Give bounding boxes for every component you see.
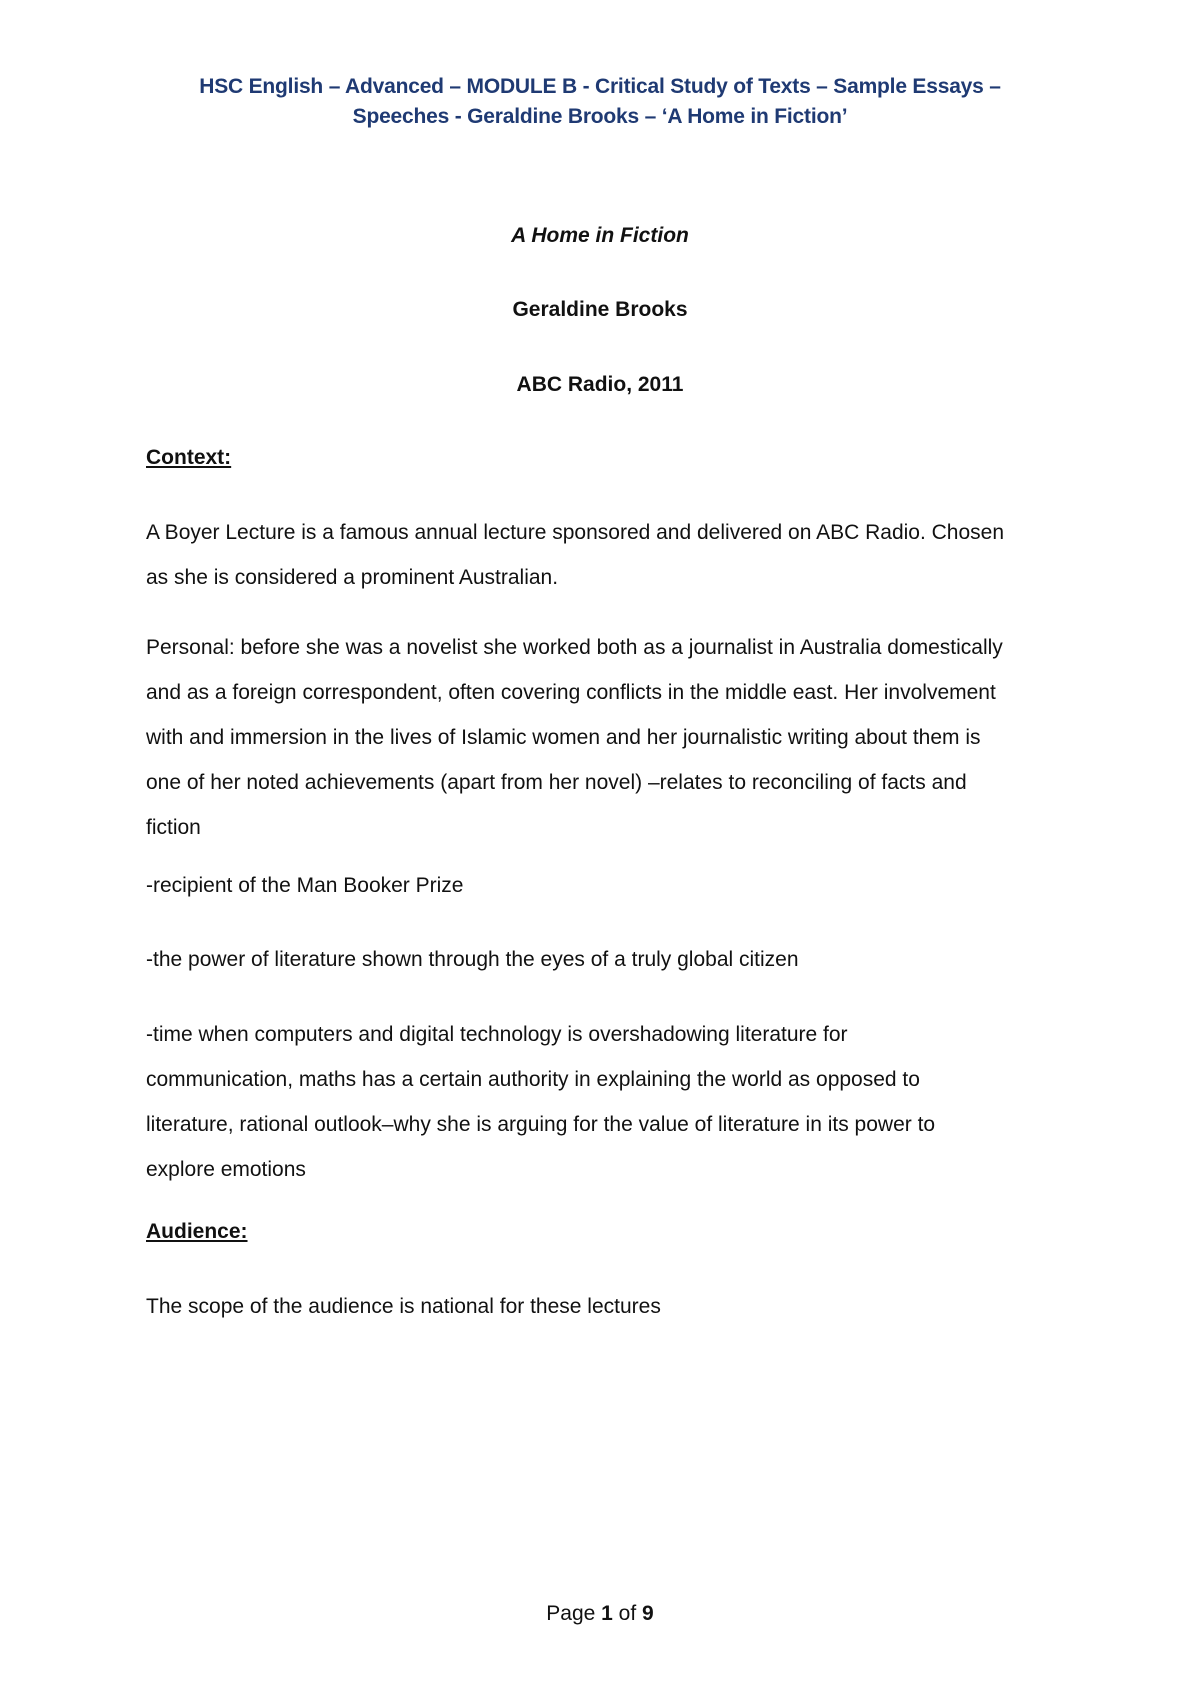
- page-footer: [120, 1600, 1080, 1628]
- author-name: Geraldine Brooks: [512, 298, 688, 321]
- running-header: [120, 72, 1080, 132]
- text-line: A Boyer Lecture is a famous annual lecture sponsored and delivered on ABC Radio. Chosen: [146, 521, 1005, 544]
- text-line: one of her noted achievements (apart from her novel) –relates to reconciling of facts and: [146, 771, 967, 794]
- work-title: A Home in Fiction: [511, 224, 689, 247]
- header-line-1: HSC English – Advanced – MODULE B - Critical Study of Texts – Sample Essays –: [199, 75, 1001, 98]
- text-line: -the power of literature shown through the eyes of a truly global citizen: [146, 948, 799, 971]
- source-line: ABC Radio, 2011: [516, 373, 684, 396]
- context-paragraph-2: [146, 625, 1066, 850]
- text-line: as she is considered a prominent Australian.: [146, 566, 559, 589]
- text-line: and as a foreign correspondent, often covering conflicts in the middle east. Her involvement: [146, 681, 996, 704]
- page-current: 1: [601, 1602, 613, 1625]
- page-label: Page: [546, 1602, 602, 1625]
- context-heading: Context:: [146, 446, 232, 469]
- audience-paragraph-1: [146, 1284, 1066, 1329]
- context-paragraph-3: [146, 863, 1066, 908]
- text-line: -time when computers and digital technology is overshadowing literature for: [146, 1023, 848, 1046]
- page-of-label: of: [612, 1602, 643, 1625]
- text-line: The scope of the audience is national for these lectures: [146, 1295, 661, 1318]
- text-line: literature, rational outlook–why she is arguing for the value of literature in its power to: [146, 1113, 936, 1136]
- context-paragraph-4: [146, 937, 1066, 982]
- audience-heading: Audience:: [146, 1220, 248, 1243]
- text-line: explore emotions: [146, 1158, 306, 1181]
- text-line: -recipient of the Man Booker Prize: [146, 874, 464, 897]
- text-line: with and immersion in the lives of Islamic women and her journalistic writing about them is: [146, 726, 981, 749]
- context-section: [146, 435, 1066, 480]
- audience-section: [146, 1209, 1066, 1254]
- text-line: fiction: [146, 816, 201, 839]
- text-line: communication, maths has a certain authority in explaining the world as opposed to: [146, 1068, 920, 1091]
- page-total: 9: [642, 1602, 654, 1625]
- context-paragraph-1: [146, 510, 1066, 600]
- text-line: Personal: before she was a novelist she worked both as a journalist in Australia domestically: [146, 636, 1003, 659]
- header-line-2: Speeches - Geraldine Brooks – ‘A Home in Fiction’: [352, 105, 848, 128]
- context-paragraph-5: [146, 1012, 1066, 1192]
